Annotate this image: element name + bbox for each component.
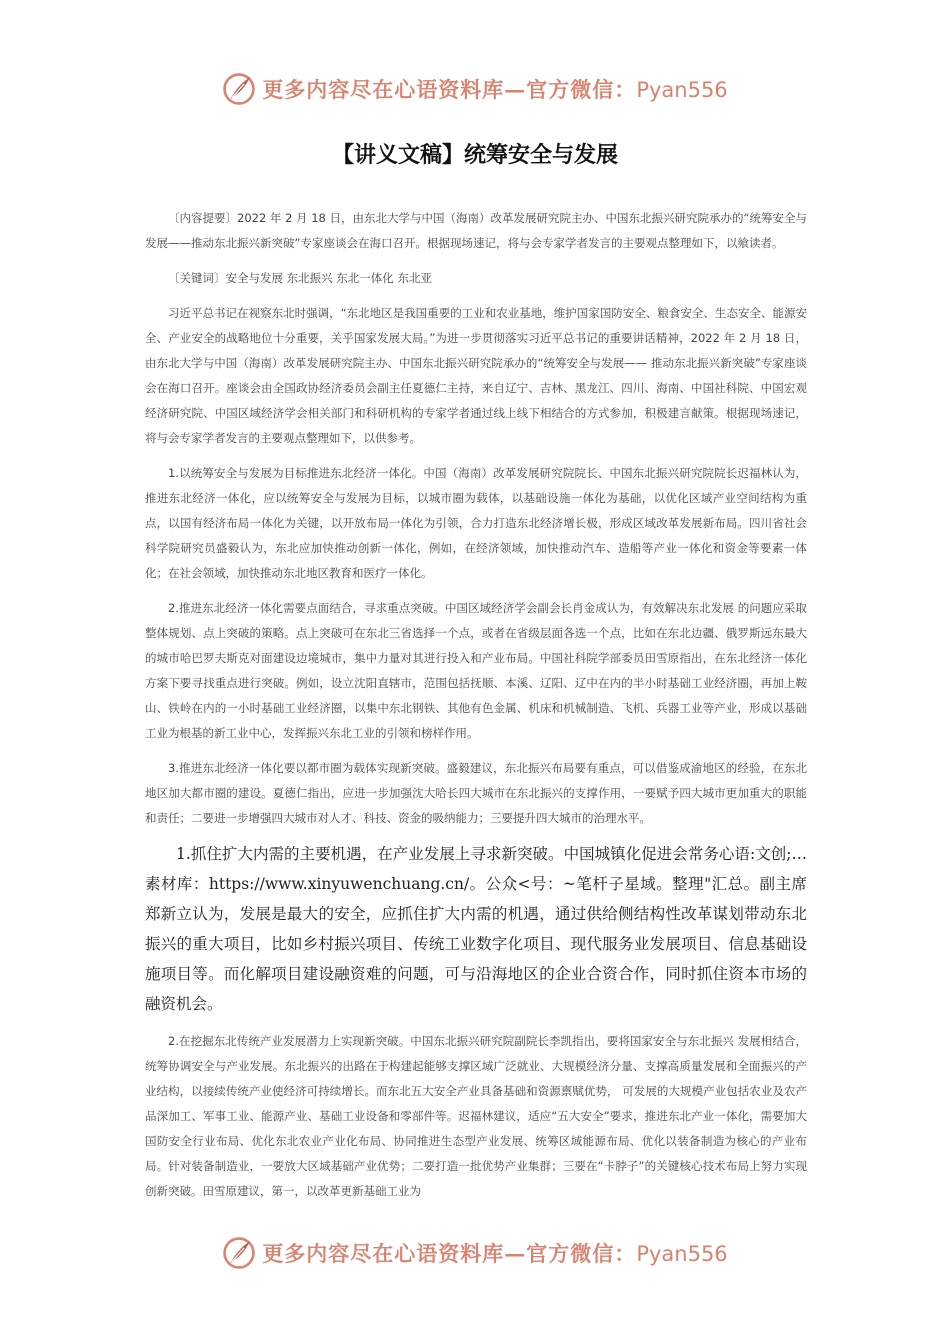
document-body xyxy=(145,206,807,1204)
document-title: 【讲义文稿】统筹安全与发展 xyxy=(331,143,618,168)
header-banner xyxy=(0,72,950,106)
feather-logo-icon xyxy=(222,1236,256,1270)
banner-text: 更多内容尽在心语资料库—官方微信：Pyan556 xyxy=(262,1241,728,1266)
intro-paragraph: 习近平总书记在视察东北时强调，“东北地区是我国重要的工业和农业基地，维护国家国防安全、粮食安全、生态安全、能源安全、产业安全的战略地位十分重要，关乎国家发展大局。”为进一步贯彻落实习近平总书记的重要讲话精神，2022 年 2 月 18 日，由东北大学与中国（海南）改革发展研究院主办、中国东北振兴研究院承办的“统筹安全与发展—— 推动东北振兴新突破”专家座谈会在海口召开。座谈会由全国政协经济委员会副主任夏德仁主持，来自辽宁、吉林、黑龙江、四川、海南、中国社科院、中国宏观经济研究院、中国区域经济学会相关部门和科研机构的专家学者通过线上线下相结合的方式参加，积极建言献策。根据现场速记，将与会专家学者发言的主要观点整理如下，以供参考。 xyxy=(145,306,807,445)
footer-banner xyxy=(0,1236,950,1270)
paragraph-5: 2.在挖掘东北传统产业发展潜力上实现新突破。中国东北振兴研究院副院长李凯指出，要将国家安全与东北振兴 发展相结合，统筹协调安全与产业发展。东北振兴的出路在于构建起能够支撑区域广泛就业、大规模经济分量、支撑高质量发展和全面振兴的产业结构，以接续传统产业使经济可持续增长。而东北五大安全产业具备基础和资源禀赋优势， 可发展的大规模产业包括农业及农产品深加工、军事工业、能源产业、基础工业设备和零部件等。迟福林建议，适应“五大安全”要求，推进东北产业一体化，需要加大国防安全行业布局、优化东北农业产业化布局、协同推进生态型产业发展、统筹区域能源布局、优化以装备制造为核心的产业布局。针对装备制造业，一要放大区域基础产业优势；二要打造一批优势产业集群；三要在“卡脖子”的关键核心技术布局上努力实现创新突破。田雪原建议，第一，以改革更新基础工业为 xyxy=(145,1034,807,1198)
banner-text: 更多内容尽在心语资料库—官方微信：Pyan556 xyxy=(262,77,728,102)
feather-logo-icon xyxy=(222,72,256,106)
abstract-paragraph: 〔内容提要〕2022 年 2 月 18 日，由东北大学与中国（海南）改革发展研究院主办、中国东北振兴研究院承办的“统筹安全与发展——推动东北振兴新突破”专家座谈会在海口召开。根据现场速记，将与会专家学者发言的主要观点整理如下，以飨读者。 xyxy=(145,211,807,250)
wechat-id: Pyan556 xyxy=(636,1242,728,1266)
paragraph-2: 2.推进东北经济一体化需要点面结合，寻求重点突破。中国区域经济学会副会长肖金成认为，有效解决东北发展 的问题应采取整体规划、点上突破的策略。点上突破可在东北三省选择一个点，或者在省级层面各选一个点，比如在东北边疆、俄罗斯远东最大的城市哈巴罗夫斯克对面建设边境城市，集中力量对其进行投入和产业布局。中国社科院学部委员田雪原指出，在东北经济一体化方案下要寻找重点进行突破。例如，设立沈阳直辖市，范围包括抚顺、本溪、辽阳、辽中在内的半小时基础工业经济圈，再加上鞍山、铁岭在内的一小时基础工业经济圈，以集中东北钢铁、其他有色金属、机床和机械制造、飞机、兵器工业等产业，形成以基础工业为根基的新工业中心，发挥振兴东北工业的引领和榜样作用。 xyxy=(145,601,807,740)
paragraph-4: 1.抓住扩大内需的主要机遇，在产业发展上寻求新突破。中国城镇化促进会常务心语:文创;…素材库：https://www.xinyuwenchuang.cn/。公众<号：~笔杆子星域。整理"汇总。副主席郑新立认为，发展是最大的安全，应抓住扩大内需的机遇，通过供给侧结构性改革谋划带动东北振兴的重大项目，比如乡村振兴项目、传统工业数字化项目、现代服务业发展项目、信息基础设施项目等。而化解项目建设融资难的问题，可与沿海地区的企业合资合作，同时抓住资本市场的融资机会。 xyxy=(145,845,807,1013)
wechat-id: Pyan556 xyxy=(636,78,728,102)
paragraph-3: 3.推进东北经济一体化要以都市圈为载体实现新突破。盛毅建议，东北振兴布局要有重点，可以借鉴成渝地区的经验，在东北地区加大都市圈的建设。夏德仁指出，应进一步加强沈大哈长四大城市在东北振兴的支撑作用，一要赋予四大城市更加重大的职能和责任；二要进一步增强四大城市对人才、科技、资金的吸纳能力；三要提升四大城市的治理水平。 xyxy=(145,761,807,825)
keywords-paragraph: 〔关键词〕安全与发展 东北振兴 东北一体化 东北亚 xyxy=(168,271,432,285)
paragraph-1: 1.以统筹安全与发展为目标推进东北经济一体化。中国（海南）改革发展研究院院长、中国东北振兴研究院院长迟福林认为，推进东北经济一体化，应以统筹安全与发展为目标，以城市圈为载体，以基础设施一体化为基础，以优化区域产业空间结构为重点，以国有经济布局一体化为关键，以开放布局一体化为引领，合力打造东北经济增长极，形成区域改革发展新布局。四川省社会科学院研究员盛毅认为，东北应加快推动创新一体化，例如，在经济领域，加快推动汽车、造船等产业一体化和资金等要素一体化；在社会领域，加快推动东北地区教育和医疗一体化。 xyxy=(145,466,807,580)
